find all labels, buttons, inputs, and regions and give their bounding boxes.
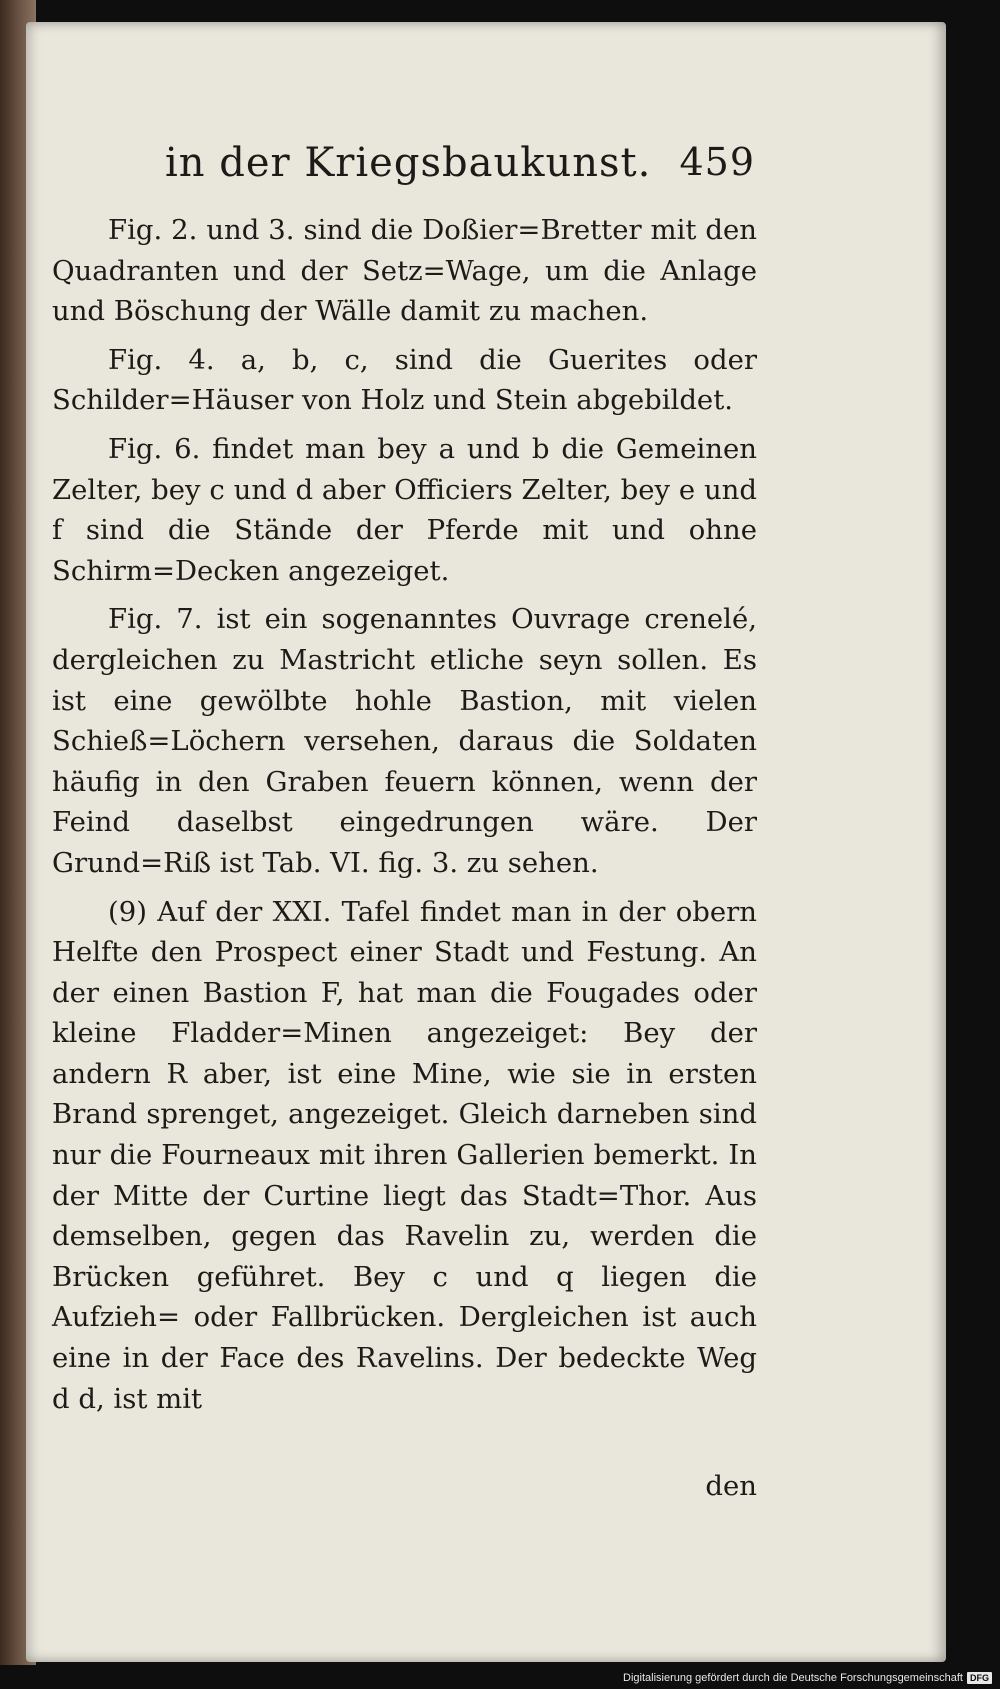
paragraph-section-9: (9) Auf der XXI. Tafel findet man in der obern Helfte den Prospect einer Stadt und Festung. An der einen Bastion F, hat man die Fougades oder kleine Fladder=Minen angezeiget: Bey der andern R aber, ist eine Mine, wie sie in ersten Brand sprenget, angezeiget. Gleich darneben sind nur die Fourneaux mit ihren Gallerien bemerkt. In der Mitte der Curtine liegt das Stadt=Thor. Aus demselben, gegen das Ravelin zu, werden die Brücken geführet. Bey c und q liegen die Aufzieh= oder Fallbrücken. Dergleichen ist auch eine in der Face des Ravelins. Der bedeckte Weg d d, ist mit xyxy=(52,895,757,1415)
body-text xyxy=(52,210,757,1427)
digitization-footer xyxy=(623,1670,992,1686)
paragraph-fig-2-3: Fig. 2. und 3. sind die Doßier=Bretter mit den Quadranten und der Setz=Wage, um die Anlage und Böschung der Wälle damit zu machen. xyxy=(52,214,757,328)
footer-credit-text: Digitalisierung gefördert durch die Deutsche Forschungsgemeinschaft xyxy=(623,1672,963,1684)
running-head xyxy=(165,140,755,200)
running-head-title: in der Kriegsbaukunst. xyxy=(165,140,652,186)
page-number: 459 xyxy=(679,140,755,184)
dfg-logo: DFG xyxy=(967,1672,992,1684)
paragraph-fig-7: Fig. 7. ist ein sogenanntes Ouvrage crenelé, dergleichen zu Mastricht etliche seyn sollen. Es ist eine gewölbte hohle Bastion, mit vielen Schieß=Löchern versehen, daraus die Soldaten häufig in den Graben feuern können, wenn der Feind daselbst eingedrungen wäre. Der Grund=Riß ist Tab. VI. fig. 3. zu sehen. xyxy=(52,603,757,879)
paragraph-fig-4: Fig. 4. a, b, c, sind die Guerites oder Schilder=Häuser von Holz und Stein abgebildet. xyxy=(52,343,757,417)
catchword: den xyxy=(705,1470,757,1502)
paragraph-fig-6: Fig. 6. findet man bey a und b die Gemeinen Zelter, bey c und d aber Officiers Zelter, bey e und f sind die Stände der Pferde mit und ohne Schirm=Decken angezeiget. xyxy=(52,432,757,587)
